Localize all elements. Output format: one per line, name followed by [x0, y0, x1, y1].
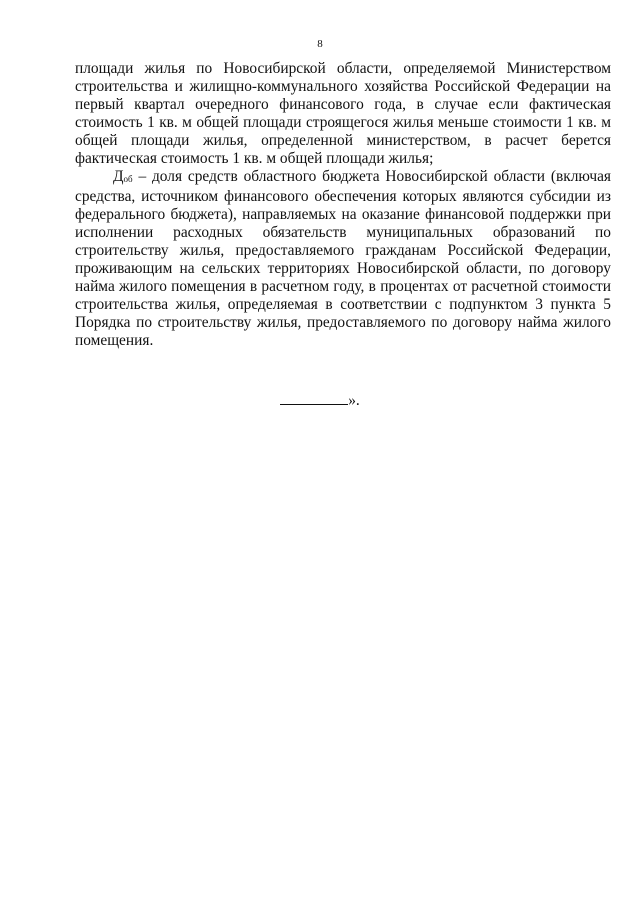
page-number: 8 — [317, 38, 323, 50]
document-body — [75, 60, 611, 350]
definition-text: – доля средств областного бюджета Новосибирской области (включая средства, источником финансового обеспечения которых являются субсидии из федерального бюджета), направляемых на оказание финансовой поддержки при исполнении расходных обязательств муниципальных образований по строительству жилья, предоставляемого гражданам Российской Федерации, проживающим на сельских территориях Новосибирской области, по договору найма жилого помещения в расчетном году, в процентах от расчетной стоимости строительства жилья, определяемая в соответствии с подпунктом 3 пункта 5 Порядка по строительству жилья, предоставляемого по договору найма жилого помещения. — [75, 168, 611, 349]
symbol-subscript: об — [123, 174, 133, 184]
definition-paragraph — [75, 168, 611, 350]
closing-quote-mark: ». — [348, 392, 360, 409]
continuation-paragraph: площади жилья по Новосибирской области, определяемой Министерством строительства и жилищно-коммунального хозяйства Российской Федерации на первый квартал очередного финансового года, в случае если фактическая стоимость 1 кв. м общей площади строящегося жилья меньше стоимости 1 кв. м общей площади жилья, определенной министерством, в расчет берется фактическая стоимость 1 кв. м общей площади жилья; — [75, 60, 611, 167]
formula-symbol — [113, 168, 133, 185]
closing-line — [0, 390, 640, 410]
symbol-letter: Д — [113, 168, 124, 185]
closing-underline — [280, 390, 348, 405]
